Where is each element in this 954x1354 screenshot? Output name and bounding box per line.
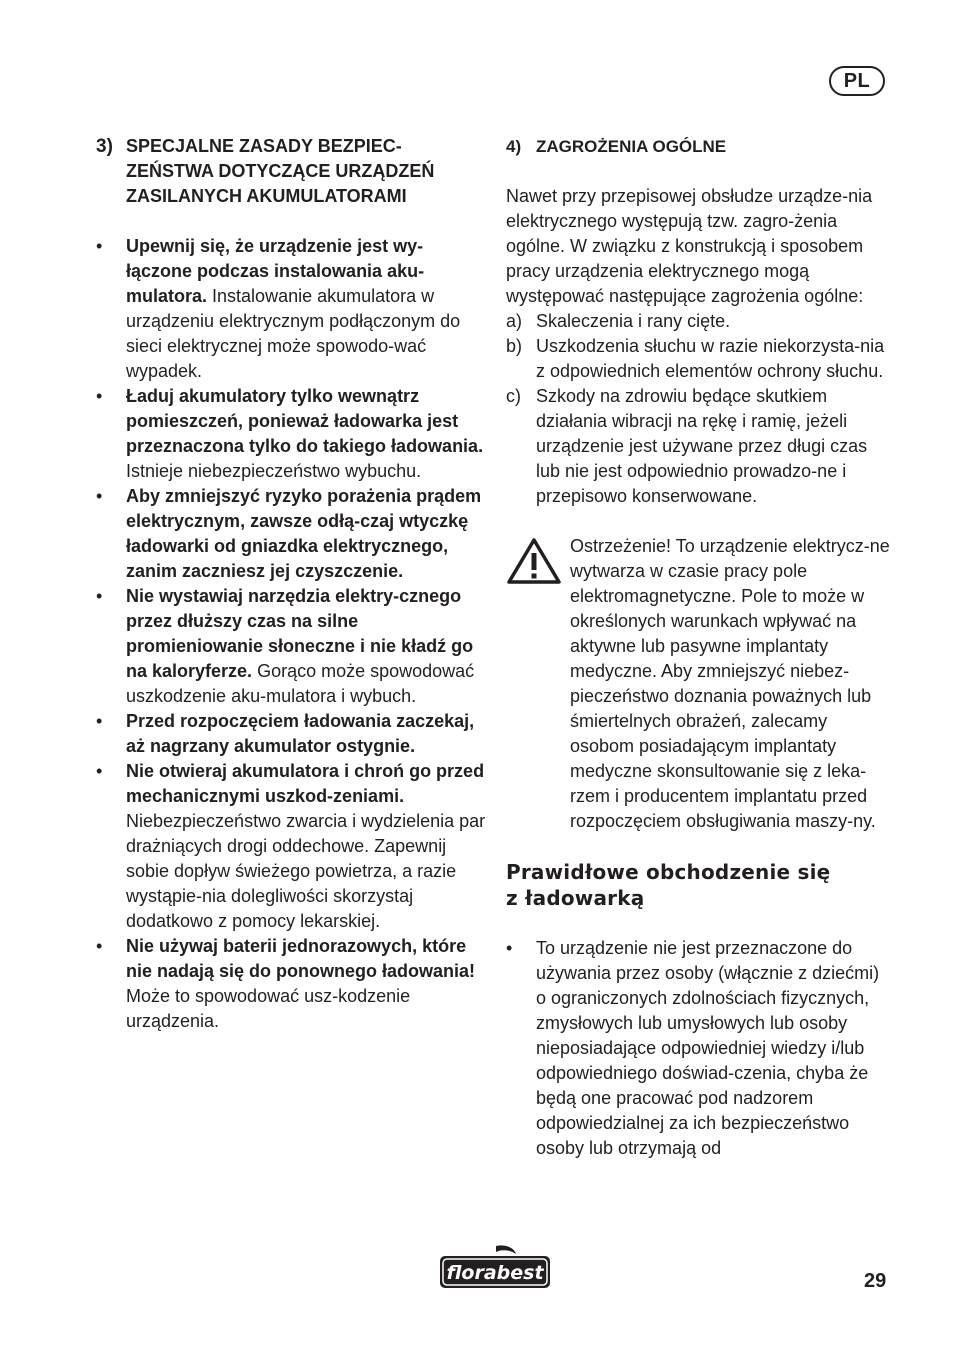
item-bold-text: Nie otwieraj akumulatora i chroń go przed mechanicznymi uszkod-zeniami. xyxy=(126,761,485,806)
florabest-logo xyxy=(438,1244,552,1290)
section-3-title-line: ZASILANYCH AKUMULATORAMI xyxy=(126,186,407,206)
bullet-icon: • xyxy=(96,761,103,781)
list-item xyxy=(96,709,488,759)
bullet-icon: • xyxy=(96,936,103,956)
section-4-intro: Nawet przy przepisowej obsłudze urządze-nia elektrycznego występują tzw. zagro-żenia ogólne. W związku z konstrukcją i sposobem pracy urządzenia elektrycznego mogą występować następujące zagrożenia ogólne: xyxy=(506,186,873,306)
list-item xyxy=(96,484,488,584)
item-text: Instalowanie akumulatora w urządzeniu elektrycznym podłączonym do sieci elektrycznej może spowodo-wać wypadek. xyxy=(126,286,461,381)
battery-safety-list xyxy=(96,234,488,1034)
warning-triangle-icon xyxy=(506,534,570,834)
logo-text: florabest xyxy=(446,1262,544,1284)
list-item xyxy=(96,584,488,709)
section-3-title xyxy=(126,134,434,209)
list-marker: b) xyxy=(506,336,523,356)
section-4-number: 4) xyxy=(506,137,522,156)
section-3-title-line: ZEŃSTWA DOTYCZĄCE URZĄDZEŃ xyxy=(126,161,435,181)
list-item xyxy=(506,384,892,509)
item-text: Skaleczenia i rany cięte. xyxy=(536,311,731,331)
left-column xyxy=(96,134,488,1034)
item-bold-text: Ładuj akumulatory tylko wewnątrz pomieszczeń, ponieważ ładowarka jest przeznaczona tylko do takiego ładowania. xyxy=(126,386,484,456)
general-hazards-list xyxy=(506,309,892,509)
bullet-icon: • xyxy=(96,711,103,731)
bullet-icon: • xyxy=(506,938,513,958)
item-bold-text: Nie wystawiaj narzędzia elektry-cznego przez dłuższy czas na silne promieniowanie słoneczne i nie kładź go na kaloryferze. xyxy=(126,586,474,681)
bullet-icon: • xyxy=(96,386,103,406)
section-3-heading xyxy=(96,134,488,209)
item-text: Niebezpieczeństwo zwarcia i wydzielenia par drażniących drogi oddechowe. Zapewnij sobie dopływ świeżego powietrza, a razie wystąpie-nia dolegliwości skorzystaj dodatkowo z pomocy lekarskiej. xyxy=(126,811,486,931)
list-item xyxy=(506,334,892,384)
item-bold-text: Aby zmniejszyć ryzyko porażenia prądem elektrycznym, zawsze odłą-czaj wtyczkę ładowarki od gniazdka elektrycznego, zanim zaczniesz jej czyszczenie. xyxy=(126,486,482,581)
list-marker: c) xyxy=(506,386,521,406)
bullet-icon: • xyxy=(96,236,103,256)
section-3-number: 3) xyxy=(96,136,113,157)
list-item xyxy=(506,936,892,1161)
page-number: 29 xyxy=(864,1270,887,1292)
list-item xyxy=(96,384,488,484)
right-column xyxy=(506,134,892,1161)
charger-list xyxy=(506,936,892,1161)
list-item xyxy=(96,759,488,934)
language-badge: PL xyxy=(829,66,885,96)
section-4-title: ZAGROŻENIA OGÓLNE xyxy=(536,137,727,156)
item-text: Gorąco może spowodować uszkodzenie aku-mulatora i wybuch. xyxy=(126,661,475,706)
item-bold-text: Upewnij się, że urządzenie jest wy-łączone podczas instalowania aku-mulatora. xyxy=(126,236,425,306)
list-item xyxy=(96,234,488,384)
bullet-icon: • xyxy=(96,486,103,506)
item-text: Szkody na zdrowiu będące skutkiem działania wibracji na rękę i ramię, jeżeli urządzenie jest używane przez długi czas lub nie jest odpowiednio prowadzo-ne i przepisowo konserwowane. xyxy=(536,386,868,506)
emf-warning xyxy=(506,534,892,834)
item-bold-text: Nie używaj baterii jednorazowych, które nie nadają się do ponownego ładowania! xyxy=(126,936,476,981)
item-bold-text: Przed rozpoczęciem ładowania zaczekaj, aż nagrzany akumulator ostygnie. xyxy=(126,711,475,756)
list-item xyxy=(96,934,488,1034)
section-4-heading xyxy=(506,134,892,159)
charger-heading-line: z ładowarką xyxy=(506,886,645,910)
item-text: Może to spowodować usz-kodzenie urządzenia. xyxy=(126,986,411,1031)
charger-heading-line: Prawidłowe obchodzenie się xyxy=(506,860,831,884)
item-text: To urządzenie nie jest przeznaczone do używania przez osoby (włącznie z dziećmi) o ograniczonych zdolnościach fizycznych, zmysłowych lub umysłowych lub osoby nieposiadające odpowiedniej wiedzy i/lub odpowiedniego doświad-czenia, chyba że będą one pracować pod nadzorem odpowiedzialnej za ich bezpieczeństwo osoby lub otrzymają od xyxy=(536,938,880,1158)
item-text: Uszkodzenia słuchu w razie niekorzysta-nia z odpowiednich elementów ochrony słuchu. xyxy=(536,336,885,381)
item-text: Istnieje niebezpieczeństwo wybuchu. xyxy=(126,461,422,481)
charger-heading xyxy=(506,859,892,911)
list-marker: a) xyxy=(506,311,523,331)
list-item xyxy=(506,309,892,334)
bullet-icon: • xyxy=(96,586,103,606)
section-3-title-line: SPECJALNE ZASADY BEZPIEC- xyxy=(126,136,402,156)
warning-text: Ostrzeżenie! To urządzenie elektrycz-ne wytwarza w czasie pracy pole elektromagnetyczne. Pole to może w określonych warunkach wpływać na aktywne lub pasywne implantaty medyczne. Aby zmniejszyć niebez-pieczeństwo doznania poważnych lub śmiertelnych obrażeń, zalecamy osobom posiadającym implantaty medyczne skonsultowanie się z leka-rzem i producentem implantatu przed rozpoczęciem obsługiwania maszy-ny. xyxy=(570,536,890,831)
